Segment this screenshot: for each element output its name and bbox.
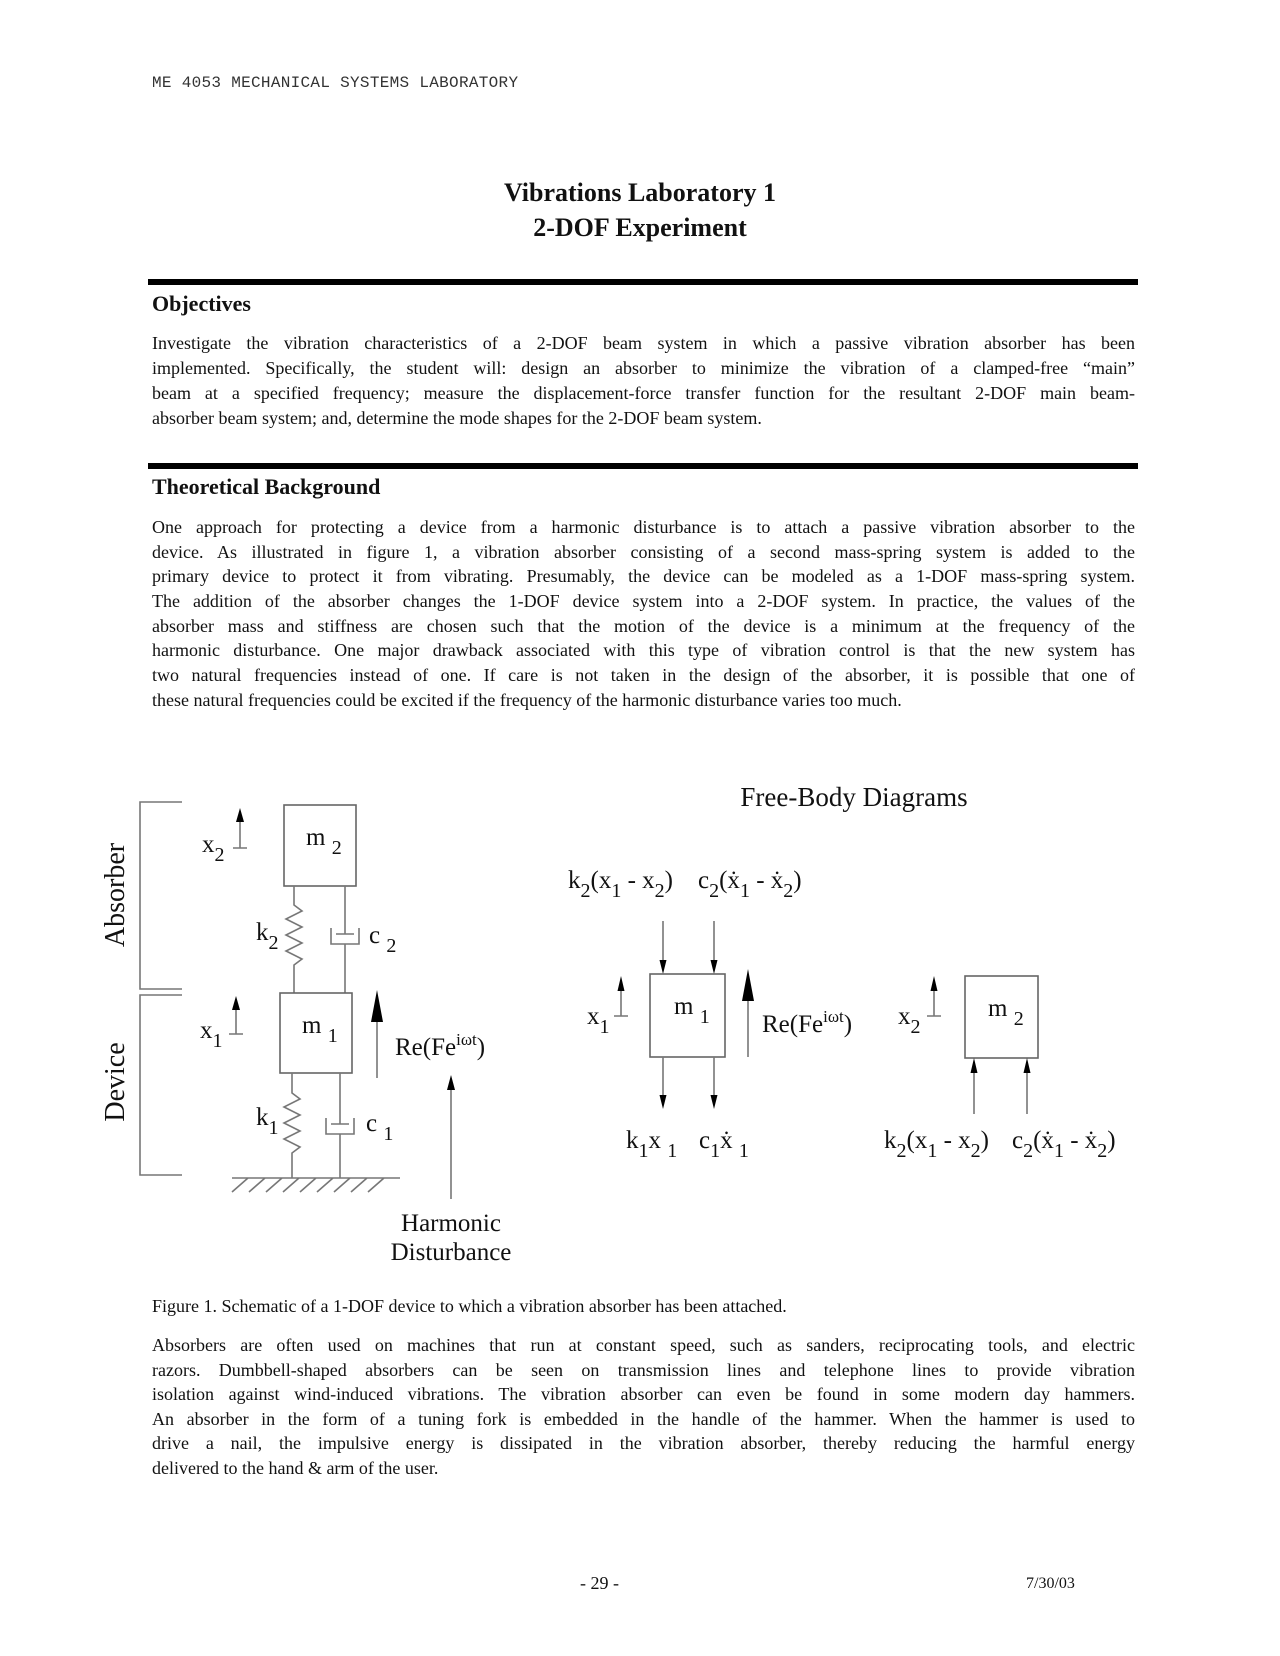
background-line: absorber mass and stiffness are chosen such that the motion of the device is a minimum at the frequency of the bbox=[152, 616, 1135, 636]
label-segment: - ẋ bbox=[749, 867, 784, 894]
fbd-m2-arrows bbox=[974, 1072, 1027, 1114]
absorbers-line: An absorber in the form of a tuning fork is embedded in the handle of the hammer. When the hammer is used to bbox=[152, 1409, 1135, 1429]
label-segment: k bbox=[884, 1127, 897, 1154]
fbd-force-arrow-head bbox=[742, 969, 754, 1001]
subscript-segment: 1 bbox=[927, 1140, 938, 1162]
absorbers-line: delivered to the hand & arm of the user. bbox=[152, 1458, 439, 1478]
fbd-x2-arrow bbox=[927, 990, 941, 1016]
background-line: harmonic disturbance. One major drawback associated with this type of vibration control is that the new system has bbox=[152, 640, 1135, 660]
subscript-segment: 1 bbox=[383, 1123, 394, 1145]
label-segment: m bbox=[674, 993, 700, 1020]
label-segment: (x bbox=[590, 867, 612, 894]
label-segment: c bbox=[699, 1127, 711, 1154]
label-segment: c bbox=[369, 922, 387, 949]
subscript-segment: 1 bbox=[738, 1140, 749, 1162]
subscript-segment: 1 bbox=[739, 880, 750, 902]
fbd-x1-label bbox=[587, 1003, 610, 1038]
fbd-m2-k2-force-label bbox=[884, 1127, 989, 1162]
device-label: Device bbox=[100, 1042, 131, 1122]
label-segment: - x bbox=[937, 1127, 971, 1154]
fbd-k1x1-label bbox=[626, 1127, 677, 1162]
running-header: ME 4053 MECHANICAL SYSTEMS LABORATORY bbox=[152, 74, 519, 92]
x1-arrow-head bbox=[232, 996, 240, 1010]
spring-k1 bbox=[284, 1073, 300, 1178]
ground-hatch bbox=[232, 1178, 400, 1192]
subscript-segment: 1 bbox=[212, 1030, 223, 1052]
label-segment: ) bbox=[1107, 1127, 1116, 1154]
label-segment: ) bbox=[664, 867, 673, 894]
subscript-segment: 2 bbox=[331, 837, 342, 859]
absorbers-line: drive a nail, the impulsive energy is dissipated in the vibration absorber, thereby reducing the harmful energy bbox=[152, 1433, 1135, 1453]
fbd-x2-arrow-head bbox=[931, 976, 938, 991]
background-line: device. As illustrated in figure 1, a vibration absorber consisting of a second mass-spring system is added to the bbox=[152, 542, 1135, 562]
harmonic-arrow-head bbox=[447, 1075, 455, 1090]
subscript-segment: 2 bbox=[580, 880, 591, 902]
subscript-segment: 2 bbox=[970, 1140, 981, 1162]
disturbance-label: Disturbance bbox=[390, 1239, 512, 1266]
label-segment: c bbox=[698, 867, 710, 894]
label-segment: x bbox=[202, 831, 215, 858]
absorber-bracket bbox=[140, 802, 182, 989]
objectives-line: beam at a specified frequency; measure the displacement-force transfer function for the resultant 2-DOF main beam- bbox=[152, 383, 1135, 403]
fbd-x1-arrow bbox=[614, 990, 628, 1016]
force-arrow-head bbox=[371, 990, 383, 1022]
subscript-segment: 1 bbox=[699, 1006, 710, 1028]
background-line: two natural frequencies instead of one. If care is not taken in the design of the absorber, it is possible that one of bbox=[152, 665, 1135, 685]
label-segment: m bbox=[302, 1012, 328, 1039]
background-line: One approach for protecting a device from a harmonic disturbance is to attach a passive vibration absorber to the bbox=[152, 517, 1135, 537]
figure-caption: Figure 1. Schematic of a 1-DOF device to which a vibration absorber has been attached. bbox=[152, 1296, 787, 1316]
label-segment: ) bbox=[793, 867, 802, 894]
subscript-segment: 1 bbox=[599, 1016, 610, 1038]
device-bracket bbox=[140, 995, 182, 1175]
damper-c2 bbox=[331, 886, 359, 993]
subscript-segment: 2 bbox=[1013, 1008, 1024, 1030]
absorbers-line: isolation against wind-induced vibrations. The vibration absorber can even be found in some modern day hammers. bbox=[152, 1384, 1135, 1404]
subscript-segment: 1 bbox=[611, 880, 622, 902]
label-segment: x bbox=[587, 1003, 600, 1030]
objectives-line: implemented. Specifically, the student will: design an absorber to minimize the vibration of a clamped-free “main” bbox=[152, 358, 1135, 378]
label-segment: k bbox=[626, 1127, 639, 1154]
subscript-segment: 1 bbox=[327, 1025, 338, 1047]
subscript-segment: 2 bbox=[1097, 1140, 1108, 1162]
subscript-segment: 2 bbox=[654, 880, 665, 902]
label-segment: m bbox=[306, 824, 332, 851]
label-segment: c bbox=[366, 1110, 384, 1137]
fbd-m1-top-arrows bbox=[663, 921, 714, 962]
fbd-m2-c2-force-label bbox=[1012, 1127, 1116, 1162]
label-segment: k bbox=[568, 867, 581, 894]
fbd-m1-k2-force-label bbox=[568, 867, 673, 902]
subscript-segment: 2 bbox=[709, 880, 720, 902]
subscript-segment: 1 bbox=[268, 1117, 279, 1139]
label-segment: x bbox=[648, 1127, 668, 1154]
fbd-force-label bbox=[762, 1007, 852, 1038]
subscript-segment: 2 bbox=[1023, 1140, 1034, 1162]
fbd-x1-arrow-head bbox=[618, 976, 625, 991]
background-heading: Theoretical Background bbox=[152, 474, 381, 499]
page-title: Vibrations Laboratory 1 bbox=[503, 178, 777, 207]
subscript-segment: 1 bbox=[638, 1140, 649, 1162]
subscript-segment: 1 bbox=[710, 1140, 721, 1162]
objectives-line: Investigate the vibration characteristics of a 2-DOF beam system in which a passive vibration absorber has been bbox=[152, 333, 1135, 353]
fbd-m1-bottom-arrow-heads bbox=[660, 1095, 718, 1109]
objectives-heading: Objectives bbox=[152, 291, 251, 316]
label-segment: ) bbox=[476, 1034, 486, 1061]
fbd-m1-top-arrow-heads bbox=[660, 960, 718, 974]
footer-date: 7/30/03 bbox=[1026, 1575, 1075, 1592]
supscript-segment: iωt bbox=[823, 1007, 844, 1026]
label-segment: ) bbox=[980, 1127, 989, 1154]
subscript-segment: 2 bbox=[214, 844, 225, 866]
x2-arrow bbox=[233, 820, 247, 848]
fbd-title: Free-Body Diagrams bbox=[740, 782, 968, 812]
background-line: primary device to protect it from vibrating. Presumably, the device can be modeled as a 1-DOF mass-spring system. bbox=[152, 566, 1135, 586]
page-subtitle: 2-DOF Experiment bbox=[533, 213, 747, 242]
label-segment: Re(Fe bbox=[395, 1034, 457, 1061]
label-segment: k bbox=[256, 1104, 269, 1131]
fbd-c1x1-label bbox=[699, 1127, 749, 1162]
absorbers-line: Absorbers are often used on machines that run at constant speed, such as sanders, reciprocating tools, and electric bbox=[152, 1335, 1135, 1355]
spring-k2 bbox=[286, 886, 302, 993]
label-segment: c bbox=[1012, 1127, 1024, 1154]
subscript-segment: 2 bbox=[896, 1140, 907, 1162]
x1-label bbox=[200, 1017, 223, 1052]
background-line: The addition of the absorber changes the 1-DOF device system into a 2-DOF system. In practice, the values of the bbox=[152, 591, 1135, 611]
subscript-segment: 2 bbox=[268, 932, 279, 954]
label-segment: (x bbox=[906, 1127, 928, 1154]
subscript-segment: 1 bbox=[1053, 1140, 1064, 1162]
fbd-x2-label bbox=[898, 1003, 921, 1038]
harmonic-label: Harmonic bbox=[401, 1210, 501, 1237]
x1-arrow bbox=[229, 1008, 243, 1034]
label-segment: k bbox=[256, 919, 269, 946]
label-segment: - ẋ bbox=[1063, 1127, 1098, 1154]
label-segment: ) bbox=[843, 1011, 853, 1038]
label-segment: Re(Fe bbox=[762, 1011, 824, 1038]
damper-c1 bbox=[326, 1073, 354, 1178]
supscript-segment: iωt bbox=[456, 1030, 477, 1049]
subscript-segment: 2 bbox=[910, 1016, 921, 1038]
objectives-line: absorber beam system; and, determine the mode shapes for the 2-DOF beam system. bbox=[152, 408, 762, 428]
force-label bbox=[395, 1030, 485, 1061]
label-segment: ẋ bbox=[720, 1127, 739, 1154]
x2-label bbox=[202, 831, 225, 866]
fbd-m1-bottom-arrows bbox=[663, 1057, 714, 1096]
label-segment: (ẋ bbox=[719, 867, 740, 894]
absorber-label: Absorber bbox=[100, 842, 131, 948]
fbd-m1-c2-force-label bbox=[698, 867, 802, 902]
label-segment: (ẋ bbox=[1033, 1127, 1054, 1154]
damper-c2-label bbox=[369, 922, 396, 957]
subscript-segment: 2 bbox=[783, 880, 794, 902]
subscript-segment: 1 bbox=[667, 1140, 678, 1162]
damper-c1-label bbox=[366, 1110, 393, 1145]
absorbers-line: razors. Dumbbell-shaped absorbers can be seen on transmission lines and telephone lines to provide vibration bbox=[152, 1360, 1135, 1380]
spring-k2-label bbox=[256, 919, 279, 954]
fbd-m2-arrow-heads bbox=[971, 1058, 1031, 1073]
subscript-segment: 2 bbox=[386, 935, 397, 957]
x2-arrow-head bbox=[236, 808, 244, 822]
page-number: - 29 - bbox=[580, 1573, 619, 1593]
spring-k1-label bbox=[256, 1104, 279, 1139]
label-segment: x bbox=[898, 1003, 911, 1030]
label-segment: x bbox=[200, 1017, 213, 1044]
label-segment: - x bbox=[621, 867, 655, 894]
label-segment: m bbox=[988, 995, 1014, 1022]
background-line: these natural frequencies could be excited if the frequency of the harmonic disturbance varies too much. bbox=[152, 690, 902, 710]
